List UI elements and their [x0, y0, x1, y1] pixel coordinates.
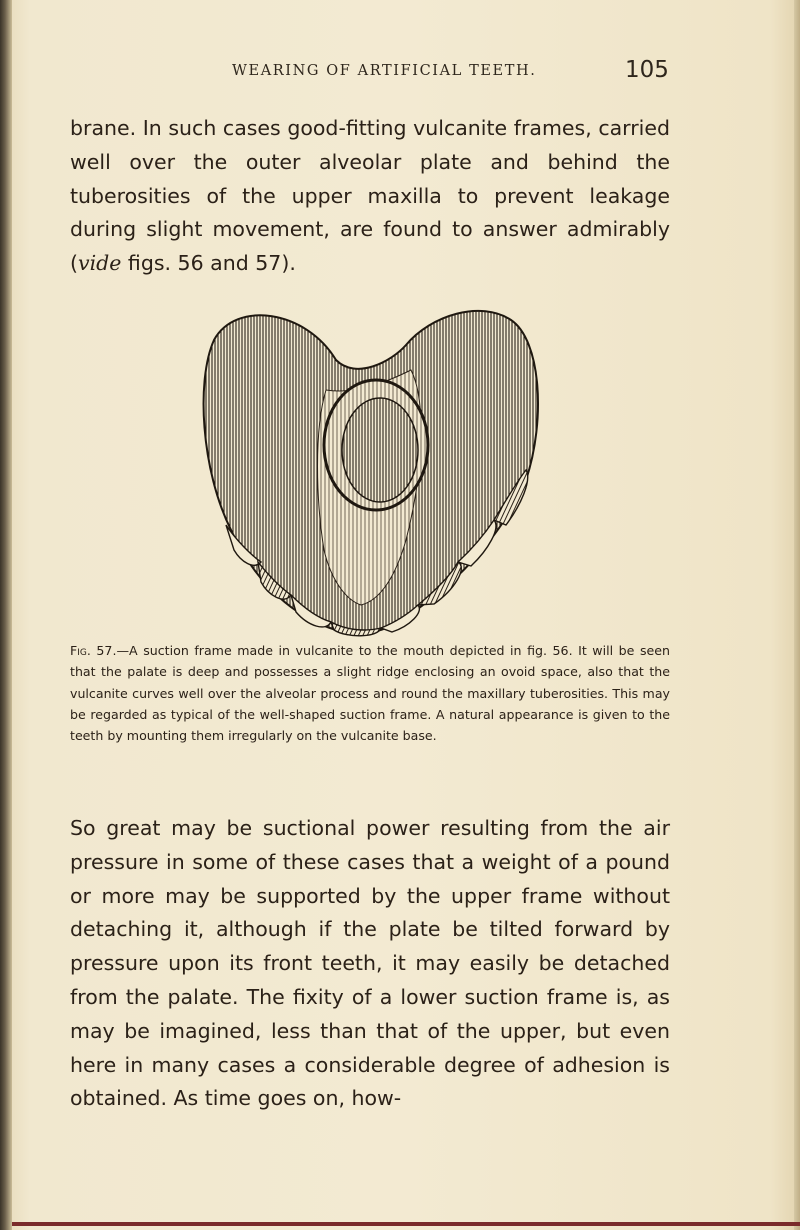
page-number: 105	[625, 57, 669, 83]
paragraph-2: So great may be suctional power resulting from the air pressure in some of these cases that a weight of a pound or more may be supported by the upper frame without detaching it, although if the plate be tilted forward by pressure upon its front teeth, it may easily be detached from the palate. The fixity of a lower suction frame is, as may be imagined, less than that of the upper, but even here in many cases a considerable degree of adhesion is obtained. As time goes on, how-	[70, 816, 670, 1111]
book-gutter-edge	[0, 0, 12, 1230]
figure-caption	[70, 640, 670, 746]
figure-caption-text: —A suction frame made in vulcanite to the mouth depicted in fig. 56. It will be seen that the palate is deep and possesses a slight ridge enclosing an ovoid space, also that the vulcanite curves well over the alveolar process and round the maxillary tuberosities. This may be regarded as typical of the well-shaped suction frame. A natural appearance is given to the teeth by mounting them irregularly on the vulcanite base.	[70, 643, 670, 744]
ovoid-space	[342, 398, 418, 502]
figure-label: Fig. 57.	[70, 643, 117, 658]
page-right-edge	[794, 0, 800, 1230]
paragraph-1	[70, 112, 670, 281]
paragraph-1-text: brane. In such cases good-fitting vulcanite frames, carried well over the outer alveolar plate and behind the tuberosities of the upper maxilla to prevent leakage during slight movement, are found to answer admirably (	[70, 116, 670, 276]
vide-italic: vide	[78, 251, 122, 276]
figure-57-illustration	[196, 300, 546, 640]
paragraph-1-tail: figs. 56 and 57).	[121, 251, 296, 276]
bottom-edge-rule	[12, 1222, 800, 1226]
running-header: WEARING OF ARTIFICIAL TEETH.	[232, 63, 537, 79]
